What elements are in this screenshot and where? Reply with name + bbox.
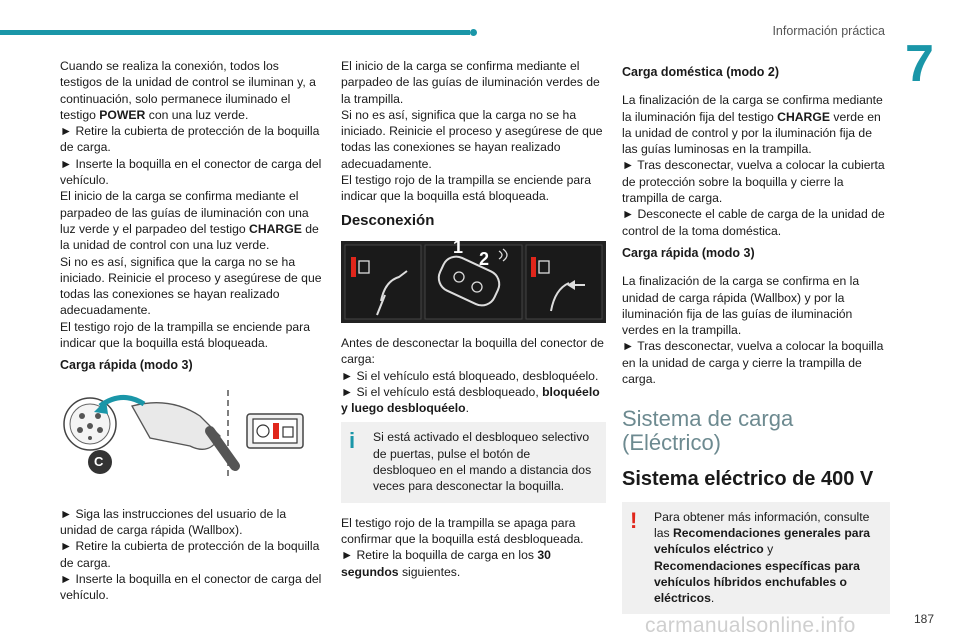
heading-fast-charge: Carga rápida (modo 3): [622, 245, 755, 260]
paragraph: La finalización de la carga se confirma mediante la iluminación fija del testigo CHARGE verde en la unidad de control y por la iluminación fija de las guías luminosas en la trampilla.: [622, 93, 883, 157]
paragraph: Si no es así, significa que la carga no se ha iniciado. Reinicie el proceso y asegúrese de que todas las conexiones se hayan realizado adecuadamente.: [341, 107, 603, 171]
figure-step-1: 1: [453, 236, 464, 257]
section-title: Sistema de carga (Eléctrico): [622, 406, 794, 456]
column-3: [622, 58, 890, 626]
figure-label-c: C: [94, 453, 104, 469]
disconnection-illustration: [341, 236, 606, 323]
header-accent-bar: [0, 30, 470, 35]
heading-fast-charge: Carga rápida (modo 3): [60, 358, 193, 373]
header-accent-dot: [470, 29, 477, 36]
paragraph: El testigo rojo de la trampilla se enciende para indicar que la boquilla está bloqueada.: [60, 319, 310, 351]
paragraph: El inicio de la carga se confirma mediante el parpadeo de las guías de iluminación con una luz verde y el parpadeo del testigo CHARGE de la unidad de control con una luz verde.: [60, 189, 319, 253]
page-header-title: Información práctica: [772, 24, 885, 38]
bullet: ► Retire la boquilla de carga en los 30 segundos siguientes.: [341, 548, 551, 579]
column-2: [341, 58, 606, 580]
bullet: ► Tras desconectar, vuelva a colocar la boquilla en la unidad de carga y cierre la trampilla de carga.: [622, 339, 884, 387]
heading-domestic-charge: Carga doméstica (modo 2): [622, 65, 779, 79]
warning-note: [622, 502, 890, 615]
bullet: ► Tras desconectar, vuelva a colocar la cubierta de protección sobre la boquilla y cierre la trampilla de carga.: [622, 158, 885, 206]
paragraph: La finalización de la carga se confirma en la unidad de carga rápida (Wallbox) y por la iluminación fija de las guías de iluminación verdes en la trampilla.: [622, 274, 860, 338]
bullet: ► Desconecte el cable de carga de la unidad de control de la toma doméstica.: [622, 207, 885, 238]
watermark: carmanualsonline.info: [645, 614, 856, 637]
bullet: ► Si el vehículo está bloqueado, desbloquéelo.: [341, 368, 599, 383]
warning-icon: !: [630, 507, 638, 533]
column-1: [60, 58, 322, 603]
bullet: ► Inserte la boquilla en el conector de carga del vehículo.: [60, 571, 322, 603]
bullet: ► Siga las instrucciones del usuario de la unidad de carga rápida (Wallbox).: [60, 506, 287, 537]
paragraph: Cuando se realiza la conexión, todos los testigos de la unidad de control se iluminan y, a continuación, solo permanece iluminado el testigo POWER con una luz verde.: [60, 59, 316, 122]
disconnection-figure: [341, 236, 606, 323]
page-number: 187: [914, 612, 935, 626]
bullet: ► Si el vehículo está desbloqueado, bloquéelo y luego desbloquéelo.: [341, 384, 600, 416]
paragraph: El testigo rojo de la trampilla se apaga para confirmar que la boquilla está desbloqueada.: [341, 515, 584, 546]
fast-charge-figure: [60, 386, 322, 486]
paragraph: El testigo rojo de la trampilla se enciende para indicar que la boquilla está bloqueada.: [341, 173, 591, 204]
paragraph: Si no es así, significa que la carga no se ha iniciado. Reinicie el proceso y asegúrese de que todas las conexiones se hayan realizado adecuadamente.: [60, 254, 322, 318]
chapter-number: 7: [905, 35, 934, 93]
paragraph: Antes de desconectar la boquilla del conector de carga:: [341, 335, 604, 367]
bullet: ► Retire la cubierta de protección de la boquilla de carga.: [60, 539, 320, 570]
info-icon: i: [349, 428, 356, 454]
info-note: [341, 422, 606, 502]
bullet: ► Retire la cubierta de protección de la boquilla de carga.: [60, 124, 320, 155]
subsection-title: Sistema eléctrico de 400 V: [622, 468, 874, 491]
charging-plug-illustration: [60, 386, 322, 486]
paragraph: El inicio de la carga se confirma mediante el parpadeo de las guías de iluminación verdes de la trampilla.: [341, 59, 600, 106]
figure-step-2: 2: [479, 248, 490, 269]
bullet: ► Inserte la boquilla en el conector de carga del vehículo.: [60, 156, 322, 188]
note-text: Si está activado el desbloqueo selectivo de puertas, pulse el botón de desbloqueo en el mando a distancia dos veces para desconectar la boquilla.: [373, 430, 592, 494]
heading-disconnection: Desconexión: [341, 211, 435, 229]
note-text: Para obtener más información, consulte las Recomendaciones generales para vehículos eléctrico y Recomendaciones específicas para vehículos híbridos enchufables o eléctricos.: [654, 509, 871, 606]
